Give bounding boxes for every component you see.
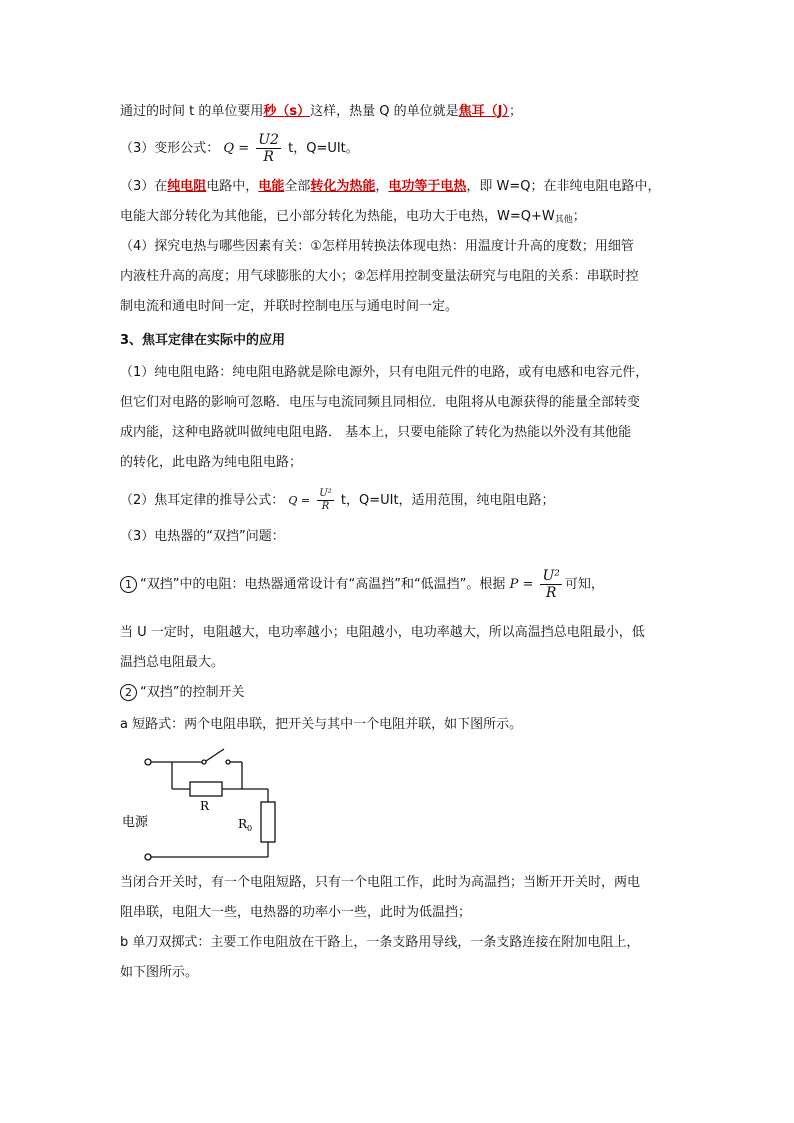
text-line: 温挡总电阻最大。: [120, 655, 225, 670]
text-line: 内液柱升高的高度；用气球膨胀的大小；②怎样用控制变量法研究与电阻的关系：串联时控: [120, 269, 639, 284]
text-line: （4）探究电热与哪些因素有关：①怎样用转换法体现电热：用温度计升高的度数；用细管: [120, 239, 634, 254]
resistor-r-label: R: [200, 799, 210, 813]
highlight: 电能: [258, 179, 285, 194]
resistor-r0-label: $R_0$: [238, 817, 253, 833]
switch-contact: [202, 760, 206, 764]
formula-line: [120, 132, 359, 166]
text-line: b 单刀双掷式：主要工作电阻放在干路上，一条支路用导线，一条支路连接在附加电阻上，: [120, 935, 640, 950]
text-line: 如下图所示。: [120, 965, 199, 980]
text: “双挡”的控制开关: [140, 685, 245, 700]
text-line: 成内能，这种电路就叫做纯电阻电路． 基本上，只要电能除了转化为热能以外没有其他能: [120, 425, 632, 440]
numerator: U²: [319, 488, 332, 499]
text-line: a 短路式：两个电阻串联，把开关与其中一个电阻并联，如下图所示。: [120, 717, 523, 732]
text: 可知，: [564, 577, 604, 592]
text: 全部: [284, 179, 311, 194]
switch-contact: [226, 760, 230, 764]
section-heading: 3、焦耳定律在实际中的应用: [120, 333, 286, 348]
numerator: U2: [258, 132, 279, 148]
text-line: [120, 208, 586, 229]
text-line: 的转化，此电路为纯电阻电路；: [120, 455, 303, 470]
fraction: [317, 488, 333, 513]
formula-line: [120, 484, 555, 518]
text: 电路中，: [206, 179, 259, 194]
terminal-top: [145, 759, 151, 765]
text-line: 但它们对电路的影响可忽略．电压与电流同频且同相位．电阻将从电源获得的能量全部转变: [120, 395, 641, 410]
text: （3）变形公式：: [120, 141, 220, 156]
text-line: 当闭合开关时，有一个电阻短路，只有一个电阻工作，此时为高温挡；当断开开关时，两电: [120, 875, 641, 890]
numerator: U²: [542, 568, 560, 584]
text: “双挡”中的电阻：电热器通常设计有“高温挡”和“低温挡”。根据: [140, 577, 506, 592]
text-line: 当 U 一定时，电阻越大，电功率越小；电阻越小，电功率越大，所以高温挡总电阻最小，低: [120, 625, 645, 640]
denominator: R: [545, 585, 557, 601]
subscript: 其他: [554, 215, 573, 225]
text: t，Q=UIt。: [288, 141, 359, 156]
text: ，即 W=Q；在非纯电阻电路中，: [466, 179, 661, 194]
highlight: 转化为热能: [310, 179, 376, 194]
text: 通过的时间 t 的单位要用: [120, 104, 264, 119]
text: ，: [375, 179, 389, 194]
text-line: 制电流和通电时间一定，并联时控制电压与通电时间一定。: [120, 299, 459, 314]
circled-number: 1: [120, 576, 137, 593]
short-circuit-diagram: [120, 744, 320, 868]
highlight-unit-second: 秒（s）: [263, 104, 311, 119]
text: 电能大部分转化为其他能，已小部分转化为热能，电功大于电热，W=Q+W: [120, 209, 555, 224]
text: ；: [508, 104, 522, 119]
resistor-r0: [261, 802, 275, 842]
formula-lhs: P =: [509, 577, 534, 592]
text-line: 阻串联，电阻大一些，电热器的功率小一些，此时为低温挡；: [120, 905, 472, 920]
formula-line: [120, 566, 604, 604]
fraction: [540, 568, 561, 601]
highlight: 纯电阻: [167, 179, 207, 194]
highlight: 电功等于电热: [388, 179, 467, 194]
formula-lhs: Q =: [223, 141, 250, 156]
text-line: [120, 178, 661, 196]
text-line: （3）电热器的“双挡”问题：: [120, 529, 285, 544]
resistor-r: [190, 782, 222, 796]
text: ；: [572, 209, 586, 224]
highlight-unit-joule: 焦耳（J）: [458, 104, 509, 119]
power-source-label: 电源: [122, 815, 149, 830]
fraction: [256, 132, 281, 165]
switch-blade: [206, 749, 224, 761]
text: t，Q=UIt，适用范围，纯电阻电路；: [340, 493, 555, 508]
formula-lhs: Q =: [288, 494, 311, 507]
circled-number: 2: [120, 684, 137, 701]
text: （2）焦耳定律的推导公式：: [120, 493, 285, 508]
text-line: （1）纯电阻电路：纯电阻电路就是除电源外，只有电阻元件的电路，或有电感和电容元件，: [120, 365, 649, 380]
denominator: R: [263, 149, 274, 165]
text: （3）在: [120, 179, 168, 194]
denominator: R: [321, 501, 330, 512]
text-line: [120, 103, 522, 121]
terminal-bottom: [145, 854, 151, 860]
text-line: [120, 684, 244, 702]
text: 这样，热量 Q 的单位就是: [310, 104, 459, 119]
